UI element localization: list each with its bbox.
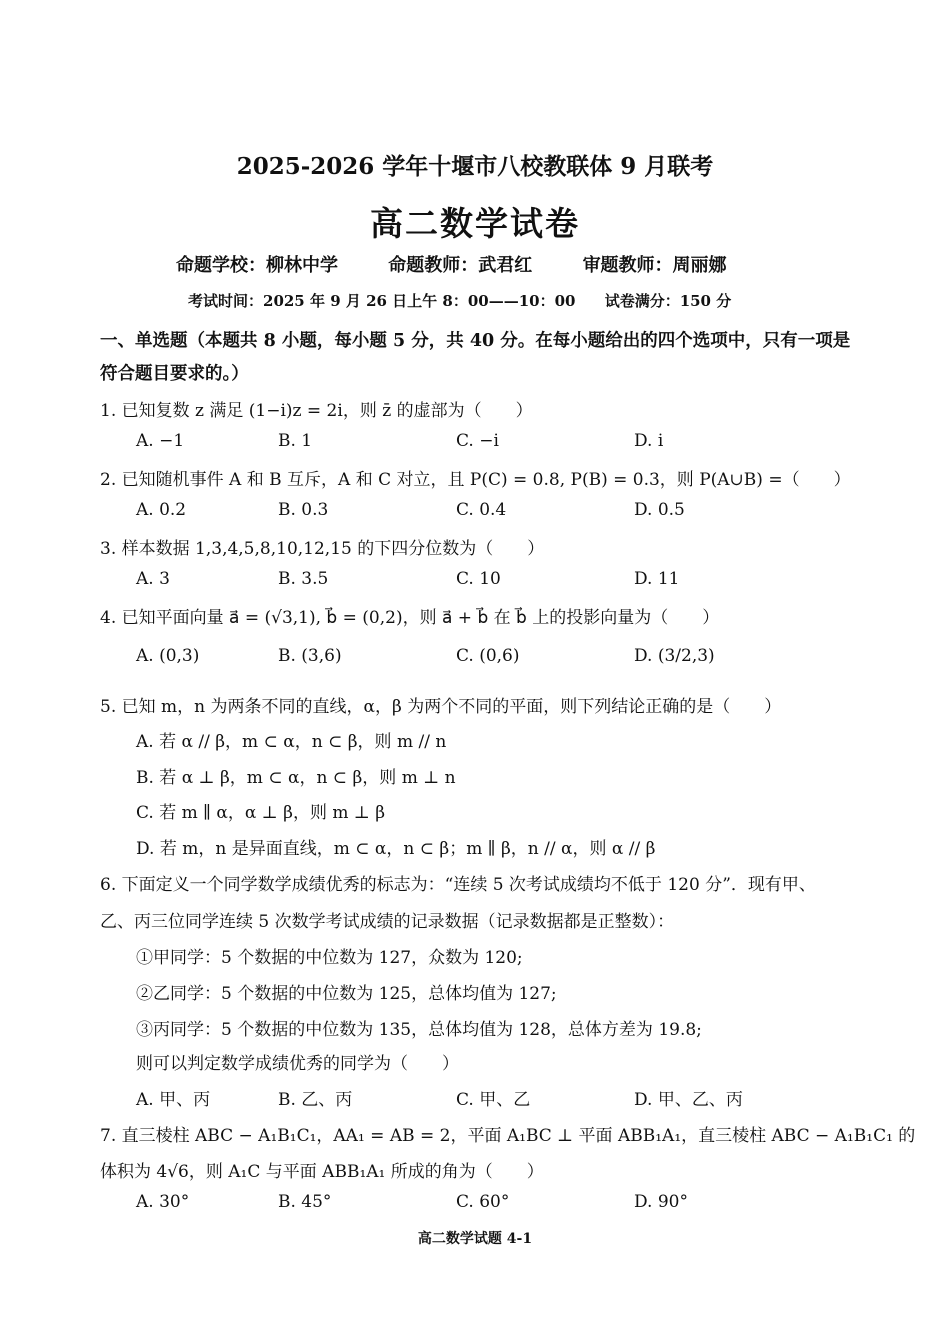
option-c: C. 甲、乙 (456, 1090, 531, 1110)
question-1-stem: 1. 已知复数 z 满足 (1−i)z = 2i，则 z̄ 的虚部为（ ） (100, 401, 533, 421)
option-a: A. (0,3) (136, 646, 200, 666)
option-b: B. 乙、丙 (278, 1090, 353, 1110)
option-d: D. 11 (634, 569, 680, 589)
option-c: C. (0,6) (456, 646, 520, 666)
question-2-stem: 2. 已知随机事件 A 和 B 互斥，A 和 C 对立，且 P(C) = 0.8, P(B) = 0.3，则 P(A∪B) =（ ） (100, 470, 851, 490)
option-c: C. 10 (456, 569, 501, 589)
exam-title: 2025-2026 学年十堰市八校教联体 9 月联考 (236, 153, 714, 180)
question-6-item-2: ②乙同学：5 个数据的中位数为 125，总体均值为 127; (136, 984, 557, 1004)
exam-time: 考试时间：2025 年 9 月 26 日上午 8：00——10：00 (188, 292, 576, 310)
option-d: D. (3/2,3) (634, 646, 715, 666)
option-d: D. 90° (634, 1192, 688, 1212)
option-d: D. 0.5 (634, 500, 685, 520)
question-7-stem: 7. 直三棱柱 ABC − A₁B₁C₁，AA₁ = AB = 2，平面 A₁BC ⊥ 平面 ABB₁A₁，直三棱柱 ABC − A₁B₁C₁ 的 (100, 1126, 916, 1146)
option-c: C. 60° (456, 1192, 510, 1212)
question-6-ask: 则可以判定数学成绩优秀的同学为（ ） (136, 1054, 459, 1074)
author-info (176, 251, 771, 277)
option-d: D. 若 m，n 是异面直线，m ⊂ α，n ⊂ β；m ∥ β，n // α，则 α // β (136, 839, 656, 859)
question-5-stem: 5. 已知 m，n 为两条不同的直线，α，β 为两个不同的平面，则下列结论正确的是（ ） (100, 697, 782, 717)
option-c: C. 0.4 (456, 500, 507, 520)
option-b: B. 0.3 (278, 500, 329, 520)
section-heading: 一、单选题（本题共 8 小题，每小题 5 分，共 40 分。在每小题给出的四个选项中，只有一项是 (100, 331, 851, 351)
question-6-item-1: ①甲同学：5 个数据的中位数为 127，众数为 120; (136, 948, 523, 968)
exam-subtitle: 高二数学试卷 (370, 204, 580, 243)
option-c: C. −i (456, 431, 499, 451)
author-school: 命题学校：柳林中学 (176, 255, 338, 276)
option-b: B. 3.5 (278, 569, 329, 589)
option-a: A. 30° (136, 1192, 190, 1212)
question-6-stem: 6. 下面定义一个同学数学成绩优秀的标志为：“连续 5 次考试成绩均不低于 120 分”．现有甲、 (100, 875, 816, 895)
option-a: A. 0.2 (136, 500, 187, 520)
question-7-stem-cont: 体积为 4√6，则 A₁C 与平面 ABB₁A₁ 所成的角为（ ） (100, 1162, 544, 1182)
option-a: A. 3 (136, 569, 170, 589)
exam-info (188, 290, 755, 311)
option-b: B. (3,6) (278, 646, 342, 666)
question-6-stem-cont: 乙、丙三位同学连续 5 次数学考试成绩的记录数据（记录数据都是正整数）： (100, 912, 675, 932)
page-footer: 高二数学试题 4-1 (417, 1231, 533, 1247)
question-3-stem: 3. 样本数据 1,3,4,5,8,10,12,15 的下四分位数为（ ） (100, 539, 545, 559)
option-a: A. 若 α // β，m ⊂ α，n ⊂ β，则 m // n (136, 732, 447, 752)
option-b: B. 45° (278, 1192, 332, 1212)
author-teacher: 命题教师：武君红 (388, 255, 533, 276)
option-d: D. 甲、乙、丙 (634, 1090, 743, 1110)
section-heading-cont: 符合题目要求的。） (100, 364, 249, 384)
option-b: B. 若 α ⊥ β，m ⊂ α，n ⊂ β，则 m ⊥ n (136, 768, 456, 788)
question-4-stem: 4. 已知平面向量 a⃗ = (√3,1), b⃗ = (0,2)，则 a⃗ + b⃗ 在 b⃗ 上的投影向量为（ ） (100, 608, 720, 628)
option-a: A. 甲、丙 (136, 1090, 211, 1110)
full-score: 试卷满分：150 分 (604, 292, 732, 310)
reviewer-teacher: 审题教师：周丽娜 (582, 255, 727, 276)
option-a: A. −1 (136, 431, 185, 451)
option-d: D. i (634, 431, 664, 451)
option-c: C. 若 m ∥ α，α ⊥ β，则 m ⊥ β (136, 803, 386, 823)
option-b: B. 1 (278, 431, 313, 451)
question-6-item-3: ③丙同学：5 个数据的中位数为 135，总体均值为 128，总体方差为 19.8; (136, 1020, 702, 1040)
